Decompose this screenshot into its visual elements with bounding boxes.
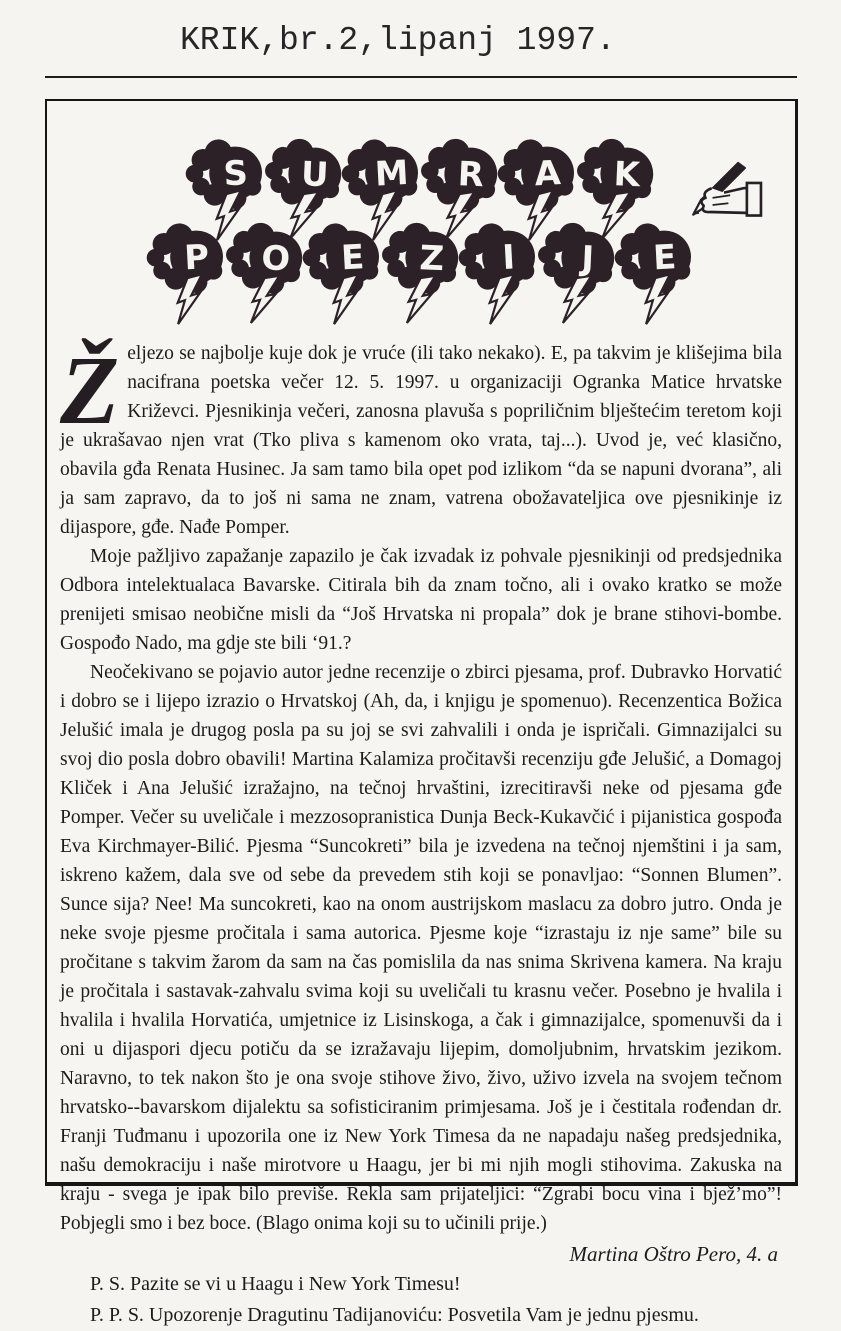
cloud-letter-text: I	[501, 237, 516, 278]
paragraph-3: Neočekivano se pojavio autor jedne recenzije o zbirci pjesama, prof. Dubravko Horvatić i dobro se i lijepo izrazio o Hrvatskoj (Ah, da, i knjigu je spomenuo). Recenzentica Božica Jelušić imala je drugog posla pa su joj se svi zahvalili i onda je ispričali. Gimnazijalci su svoj dio posla dobro obavili! Martina Kalamiza pročitavši recenziju gđe Jelušić, a Domagoj Kliček i Ana Jelušić izražajno, na tečnoj hrvaštini, izrecitiravši neke od pjesama gđe Pomper. Večer su uveličale i mezzosopranistica Dunja Beck-Kukavčić i pijanistica gospođa Eva Kirchmayer-Bilić. Pjesma “Suncokreti” bila je izvedena na tečnoj njemštini i ja sam, iskreno kažem, dala sve od sebe da prevedem stih koji se ponavljao: “Sonnen Blumen”. Sunce sija? Nee! Ma suncokreti, kao na onom austrijskom maslacu za dobro jutro. Onda je neke svoje pjesme pročitala i sama autorica. Pjesme koje “izrastaju iz nje same” bile su pročitane s takvim žarom da sam na čas pomislila da nas snima Skrivena kamera. Na kraju je pročitala i sastavak-zahvalu svima koji su uveličali tu krasnu večer. Posebno je hvalila i hvalila i hvalila Horvatića, umjetnice iz Lisinskoga, a čak i gimnazijalce, spomenuvši da i oni u dijaspori djecu potiču da se izražavaju lijepim, domoljubnim, hrvatskim jezikom. Naravno, to tek nakon što je ona svoje stihove živo, živo, uživo izvela na svojem tečnom hrvatsko--bavarskom dijalektu sa sofisticiranim primjesama. Još je i čestitala rođendan dr. Franji Tuđmanu i upozorila one iz New York Timesa da ne napadaju našeg predsjednika, našu demokraciju i naše mirotvore u Haagu, jer bi mi njih mogli stihovima. Zakuska na kraju - svega je ipak bilo previše. Rekla sam prijateljici: “Zgrabi bocu vina i bjež’mo”! Pobjegli smo i bez boce. (Blago onima koji su to učinili prije.)	[60, 662, 782, 1234]
title-cloud-letter	[455, 215, 543, 325]
title-cloud-letter	[533, 215, 621, 325]
article-body	[60, 339, 782, 1238]
dropcap-letter: Ž	[60, 337, 120, 444]
author-signature: Martina Oštro Pero, 4. a	[569, 1242, 778, 1266]
cloud-letter-text: P	[183, 237, 210, 278]
cloud-letter-text: A	[533, 153, 562, 194]
postscript-line-1: P. S. Pazite se vi u Haagu i New York Timesu!	[90, 1273, 461, 1295]
postscript-block	[90, 1269, 782, 1331]
title-cloud-letter	[221, 215, 309, 325]
storm-cloud-lightning-icon	[608, 213, 702, 327]
title-cloud-letter	[377, 215, 465, 325]
cloud-letter-text: M	[373, 152, 410, 194]
article-frame	[45, 99, 798, 1326]
paragraph-1-text: eljezo se najbolje kuje dok je vruće (ili tako nekako). E, pa takvim je klišejima bila nacifrana poetska večer 12. 5. 1997. u organizaciji Ogranka Matice hrvatske Križevci. Pjesnikinja večeri, zanosna plavuša s popriličnim blještećim teretom koji je ukrašavao njen vrat (Tko pliva s kamenom oko vrata, taj...). Uvod je, već klasično, obavila gđa Renata Husinec. Ja sam tamo bila opet pod izlikom “da se napuni dvorana”, ali ja sam zapravo, da to još ni sama ne znam, vatrena obožavateljica ove pjesnikinje iz dijaspore, gđe. Nađe Pomper.	[60, 343, 782, 538]
header-divider-rule	[45, 76, 797, 78]
cloud-letter-text: O	[260, 238, 291, 279]
article-title-block	[60, 131, 782, 325]
title-cloud-letter	[299, 215, 387, 325]
title-cloud-letter	[143, 215, 231, 325]
cloud-letter-text: U	[300, 154, 330, 195]
title-line-2	[60, 215, 782, 325]
paragraph-1	[60, 339, 782, 542]
cloud-letter-text: Z	[418, 238, 445, 279]
cloud-letter-text: R	[456, 154, 485, 195]
cloud-letter-text: J	[580, 238, 595, 278]
writing-hand-icon	[680, 159, 768, 221]
cloud-letter-text: K	[612, 154, 641, 195]
paragraph-2: Moje pažljivo zapažanje zapazilo je čak izvadak iz pohvale pjesnikinji od predsjednika Odbora intelektualaca Bavarske. Citirala bih da znam točno, ali i ovako kratko se može prenijeti smisao neobične misli da “Još Hrvatska ni propala” dok je brane stihovi-bombe. Gospođo Nado, ma gdje ste bili ‘91.?	[60, 546, 782, 654]
cloud-letter-text: E	[652, 237, 678, 278]
cloud-letter-text: S	[222, 153, 249, 194]
title-cloud-letter	[611, 215, 699, 325]
postscript-line-2: P. P. S. Upozorenje Dragutinu Tadijanoviću: Posvetila Vam je jednu pjesmu.	[90, 1304, 699, 1326]
masthead-title: KRIK,br.2,lipanj 1997.	[180, 22, 616, 59]
cloud-letter-text: E	[340, 237, 366, 278]
